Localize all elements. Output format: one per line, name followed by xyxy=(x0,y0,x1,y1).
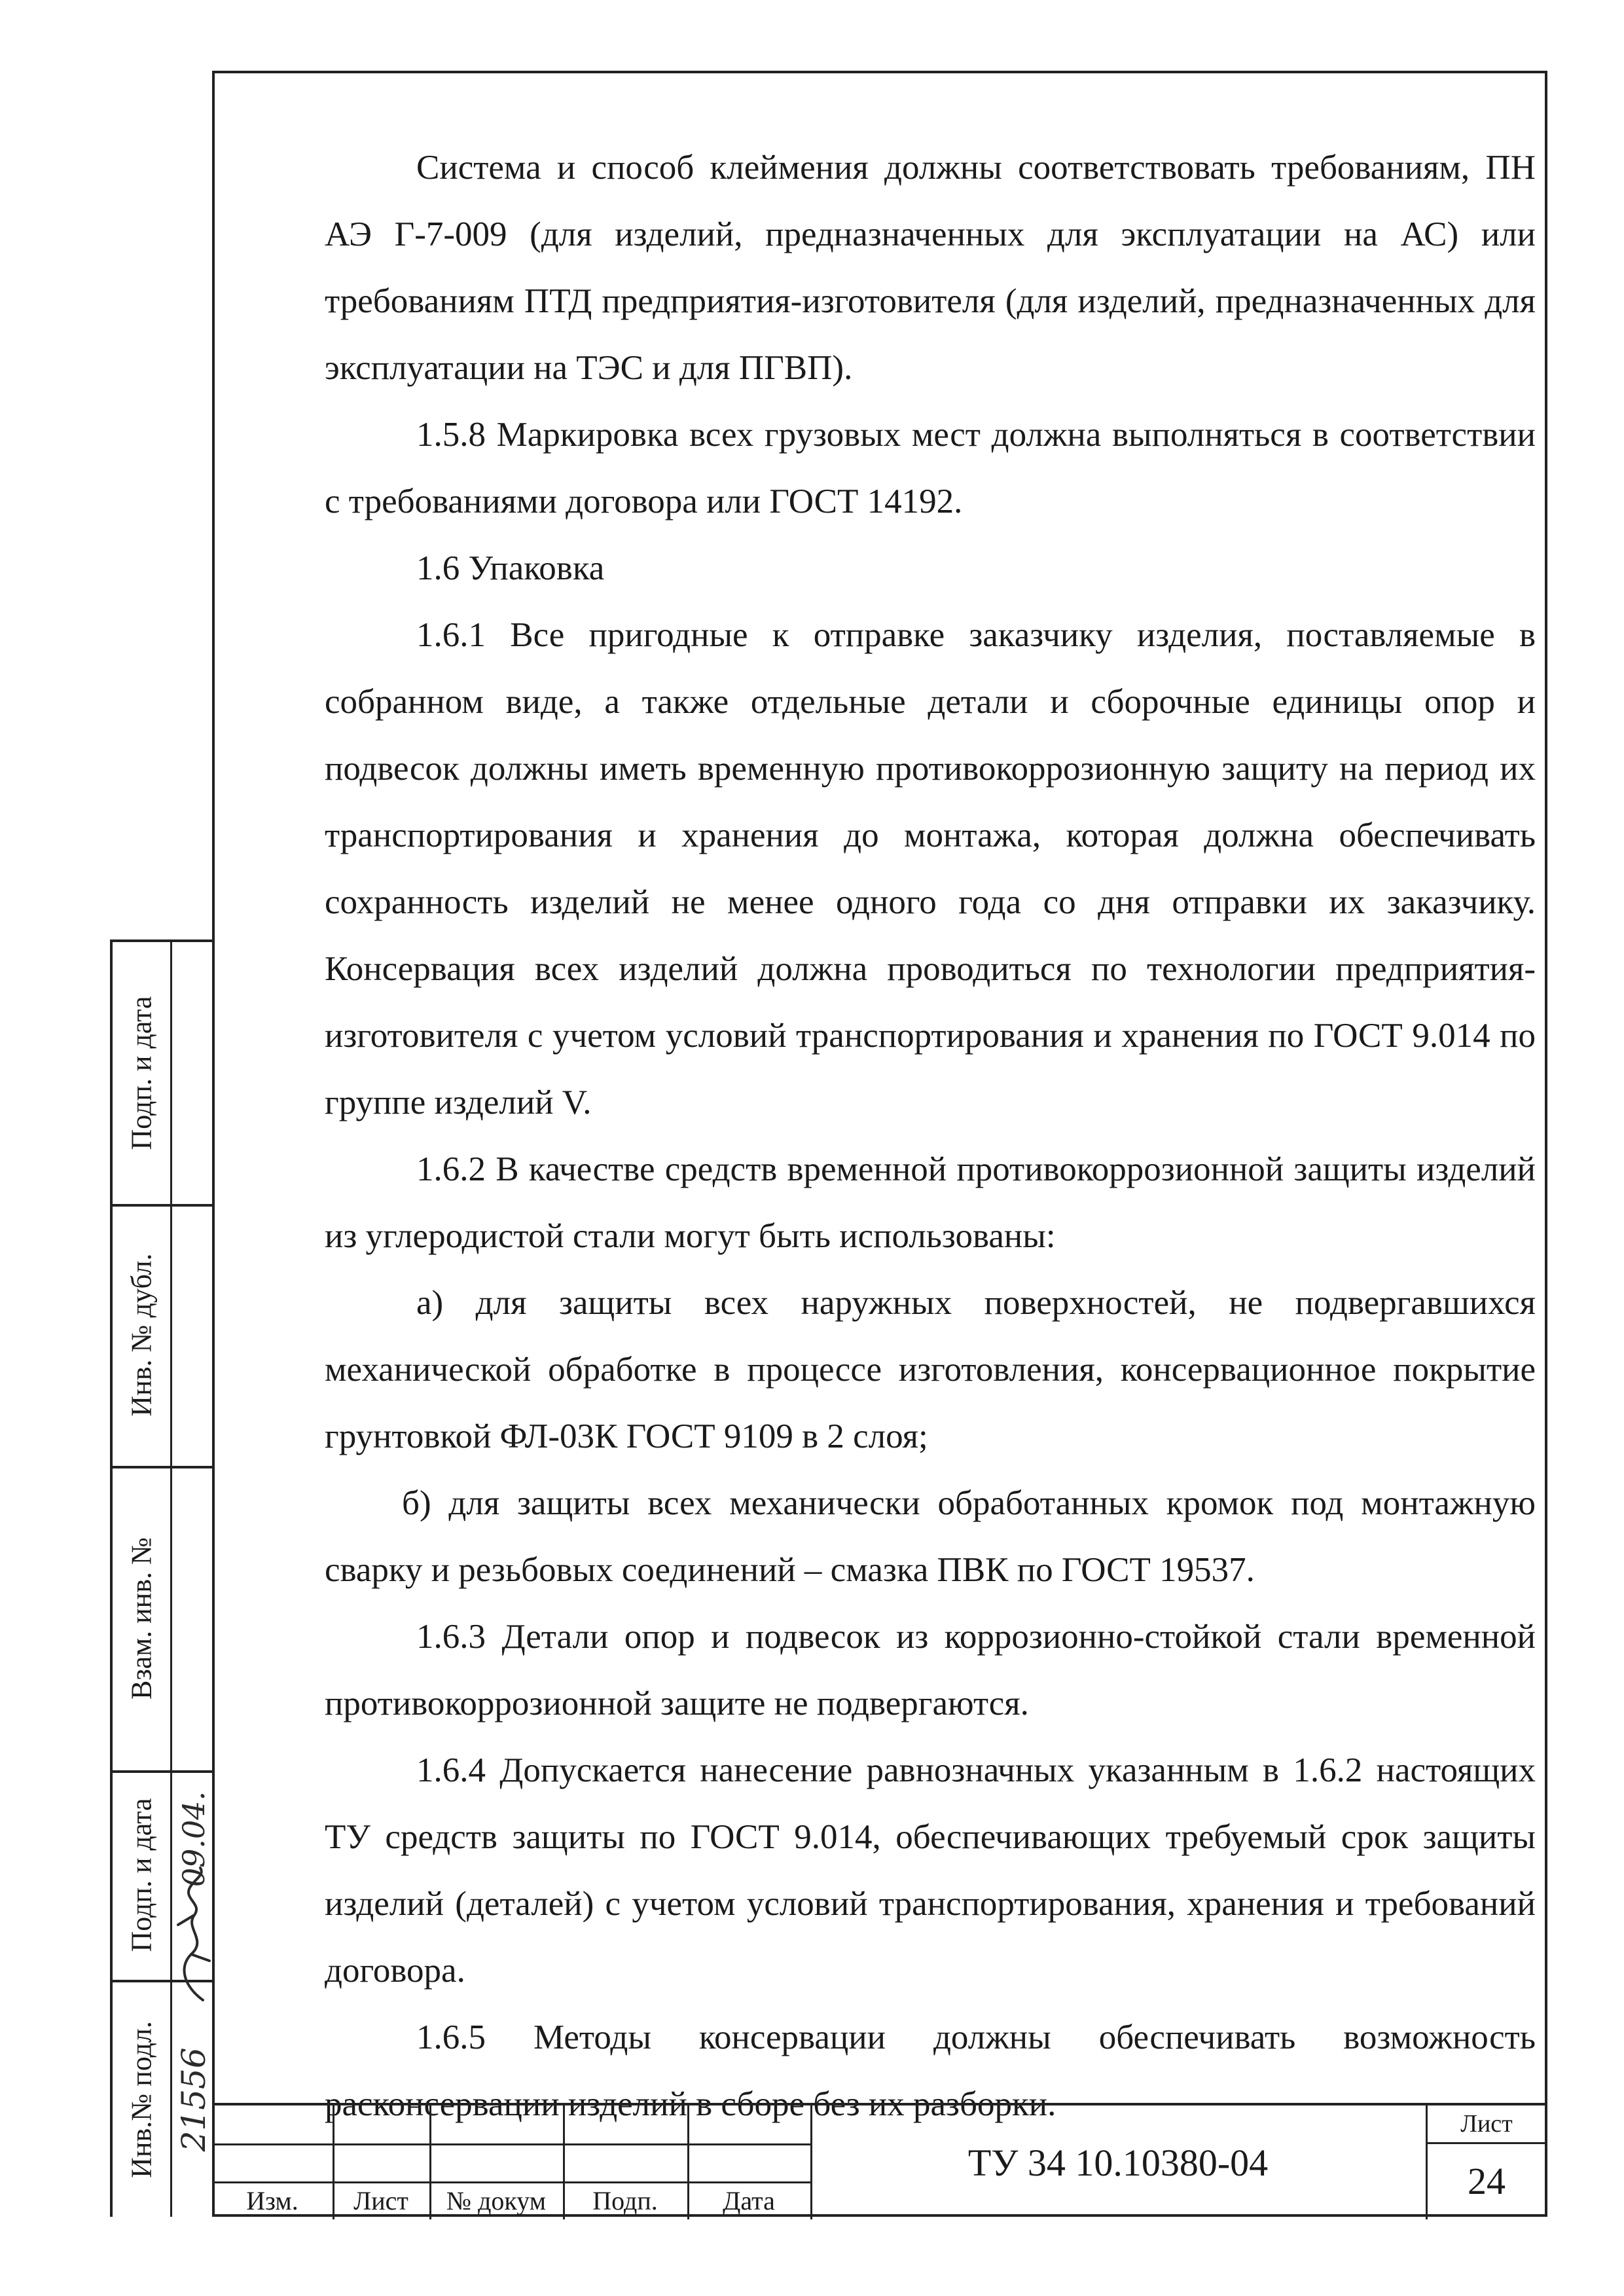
document-designation: ТУ 34 10.10380-04 xyxy=(967,2141,1269,2184)
title-block xyxy=(212,2103,1547,2219)
stamp-column-divider xyxy=(170,942,172,2217)
paragraph: 1.6.5 Методы консервации должны обеспечивать возможность расконсервации изделий в сборе без их разборки. xyxy=(325,2018,1536,2123)
stamp-cell xyxy=(113,1204,170,1466)
stamp-cell xyxy=(113,1466,170,1770)
document-body xyxy=(325,134,1536,2138)
paragraph: Система и способ клеймения должны соответствовать требованиям, ПН АЭ Г-7-009 (для изделий, предназначенных для эксплуатации на АС) или требованиям ПТД предприятия-изготовителя (для изделий, предназначенных для эксплуатации на ТЭС и для ПГВП). xyxy=(325,149,1536,387)
stamp-label-inv-dubl: Инв. № дубл. xyxy=(125,1253,158,1417)
column-header-podp: Подп. xyxy=(592,2185,658,2215)
sheet-label: Лист xyxy=(1460,2110,1513,2138)
stamp-label-inv-podl: Инв.№ подл. xyxy=(125,2021,158,2178)
margin-stamp xyxy=(110,939,215,2217)
stamp-label-podp-data: Подп. и дата xyxy=(125,996,158,1150)
sheet-number: 24 xyxy=(1468,2159,1506,2202)
column-header-dokum: № докум xyxy=(446,2185,547,2215)
list-item: а) для защиты всех наружных поверхностей, не подвергавшихся механической обработке в процессе изготовления, консервационное покрытие грунтовкой ФЛ-03К ГОСТ 9109 в 2 слоя; xyxy=(325,1284,1536,1455)
handwritten-inventory-number: 21556 xyxy=(175,2047,213,2152)
column-header-list: Лист xyxy=(353,2185,408,2215)
paragraph: 1.6.2 В качестве средств временной противокоррозионной защиты изделий из углеродистой стали могут быть использованы: xyxy=(325,1150,1536,1255)
column-header-data: Дата xyxy=(723,2185,775,2215)
paragraph: 1.6.4 Допускается нанесение равнозначных указанным в 1.6.2 настоящих ТУ средств защиты по ГОСТ 9.014, обеспечивающих требуемый срок защиты изделий (деталей) с учетом условий транспортирования, хранения и требований договора. xyxy=(325,1751,1536,1990)
list-item: б) для защиты всех механически обработанных кромок под монтажную сварку и резьбовых соединений – смазка ПВК по ГОСТ 19537. xyxy=(325,1484,1536,1589)
paragraph: 1.5.8 Маркировка всех грузовых мест должна выполняться в соответствии с требованиями договора или ГОСТ 14192. xyxy=(325,416,1536,520)
column-header-izm: Изм. xyxy=(246,2185,298,2215)
handwritten-date: 09.04. xyxy=(176,1791,211,1887)
signature-mark xyxy=(171,1863,217,2007)
section-heading: 1.6 Упаковка xyxy=(416,549,605,587)
stamp-cell xyxy=(113,1980,170,2219)
paragraph: 1.6.3 Детали опор и подвесок из коррозионно-стойкой стали временной противокоррозионной защите не подвергаются. xyxy=(325,1618,1536,1722)
stamp-label-vzam-inv: Взам. инв. № xyxy=(125,1537,158,1700)
stamp-cell xyxy=(113,942,170,1204)
paragraph: 1.6.1 Все пригодные к отправке заказчику изделия, поставляемые в собранном виде, а также отдельные детали и сборочные единицы опор и подвесок должны иметь временную противокоррозионную защиту на период их транспортирования и хранения до монтажа, которая должна обеспечивать сохранность изделий не менее одного года со дня отправки их заказчику. Консервация всех изделий должна проводиться по технологии предприятия-изготовителя с учетом условий транспортирования и хранения по ГОСТ 9.014 по группе изделий V. xyxy=(325,616,1536,1121)
stamp-label-podp-data-2: Подп. и дата xyxy=(125,1798,158,1952)
stamp-cell xyxy=(113,1770,170,1980)
title-block-rule xyxy=(212,2143,810,2145)
